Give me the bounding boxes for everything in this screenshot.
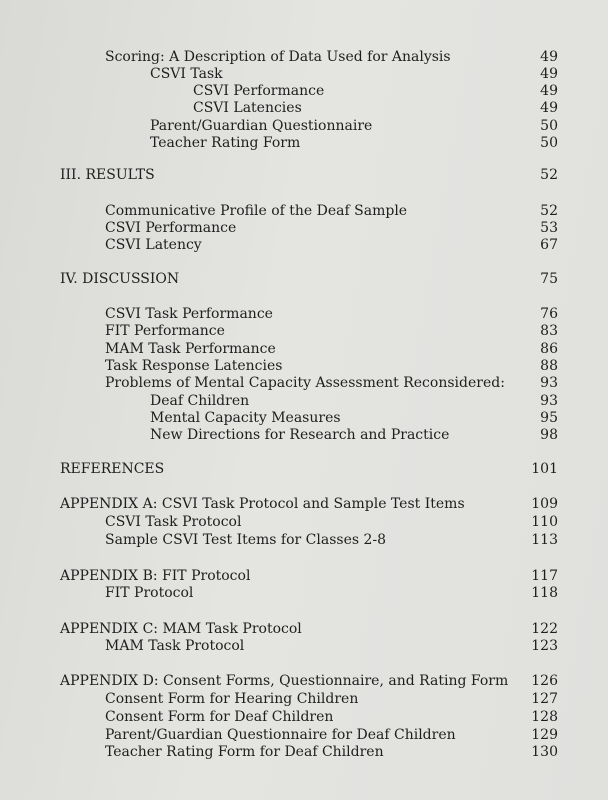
toc-entry-page: 83 bbox=[540, 323, 558, 339]
toc-entry-title: MAM Task Performance bbox=[105, 341, 276, 357]
toc-entry-title: Task Response Latencies bbox=[105, 358, 283, 374]
toc-entry-page: 123 bbox=[531, 638, 558, 654]
toc-entry-page: 129 bbox=[531, 727, 558, 743]
toc-entry-page: 118 bbox=[531, 585, 558, 601]
toc-entry-title: Teacher Rating Form bbox=[150, 135, 301, 151]
toc-chapter bbox=[0, 270, 608, 288]
toc-chapter bbox=[0, 460, 608, 478]
toc-entry-page: 49 bbox=[540, 100, 558, 116]
toc-entry-title: Sample CSVI Test Items for Classes 2-8 bbox=[105, 532, 387, 548]
toc-entry bbox=[0, 409, 608, 427]
toc-entry bbox=[0, 726, 608, 744]
toc-chapter bbox=[0, 166, 608, 184]
toc-entry-page: 101 bbox=[531, 461, 558, 477]
toc-entry bbox=[0, 426, 608, 444]
toc-entry-title: APPENDIX D: Consent Forms, Questionnaire, and Rating Form bbox=[60, 673, 509, 689]
toc-entry-title: CSVI Task Performance bbox=[105, 306, 273, 322]
toc-entry-page: 52 bbox=[540, 203, 558, 219]
toc-entry-title: Parent/Guardian Questionnaire bbox=[150, 118, 373, 134]
toc-entry bbox=[0, 340, 608, 358]
toc-entry bbox=[0, 202, 608, 220]
toc-entry-page: 76 bbox=[540, 306, 558, 322]
toc-entry-title: APPENDIX A: CSVI Task Protocol and Sample Test Items bbox=[60, 496, 465, 512]
toc-entry-page: 50 bbox=[540, 135, 558, 151]
toc-entry bbox=[0, 708, 608, 726]
toc-entry-title: Problems of Mental Capacity Assessment Reconsidered: bbox=[105, 375, 505, 391]
toc-chapter bbox=[0, 620, 608, 638]
toc-entry-title: APPENDIX C: MAM Task Protocol bbox=[60, 621, 302, 637]
toc-entry bbox=[0, 134, 608, 152]
toc-entry-page: 93 bbox=[540, 375, 558, 391]
toc-entry-page: 117 bbox=[531, 568, 558, 584]
toc-entry bbox=[0, 690, 608, 708]
toc-chapter bbox=[0, 495, 608, 513]
toc-entry-page: 49 bbox=[540, 66, 558, 82]
toc-entry-title: Deaf Children bbox=[150, 393, 250, 409]
toc-entry-page: 130 bbox=[531, 744, 558, 760]
toc-entry-title: Consent Form for Hearing Children bbox=[105, 691, 359, 707]
toc-entry-title: Communicative Profile of the Deaf Sample bbox=[105, 203, 408, 219]
toc-entry-title: FIT Performance bbox=[105, 323, 225, 339]
toc-entry bbox=[0, 65, 608, 83]
toc-entry-page: 128 bbox=[531, 709, 558, 725]
toc-entry-title: MAM Task Protocol bbox=[105, 638, 245, 654]
toc-entry bbox=[0, 99, 608, 117]
toc-entry-page: 49 bbox=[540, 49, 558, 65]
toc-entry-page: 109 bbox=[531, 496, 558, 512]
toc-entry-page: 50 bbox=[540, 118, 558, 134]
toc-entry-page: 75 bbox=[540, 271, 558, 287]
toc-entry-page: 88 bbox=[540, 358, 558, 374]
toc-entry-title: CSVI Performance bbox=[193, 83, 325, 99]
toc-entry-title: CSVI Latency bbox=[105, 237, 202, 253]
toc-entry-title: CSVI Task Protocol bbox=[105, 514, 242, 530]
toc-entry bbox=[0, 743, 608, 761]
toc-entry-title: IV. DISCUSSION bbox=[60, 271, 180, 287]
toc-entry-title: CSVI Task bbox=[150, 66, 223, 82]
toc-entry-page: 122 bbox=[531, 621, 558, 637]
toc-entry-page: 95 bbox=[540, 410, 558, 426]
toc-entry bbox=[0, 374, 608, 392]
toc-entry bbox=[0, 236, 608, 254]
toc-chapter bbox=[0, 567, 608, 585]
toc-entry-page: 113 bbox=[531, 532, 558, 548]
toc-entry-page: 86 bbox=[540, 341, 558, 357]
toc-entry-title: Consent Form for Deaf Children bbox=[105, 709, 334, 725]
toc-entry bbox=[0, 531, 608, 549]
toc-entry bbox=[0, 357, 608, 375]
toc-entry-title: Teacher Rating Form for Deaf Children bbox=[105, 744, 384, 760]
toc-entry-page: 52 bbox=[540, 167, 558, 183]
toc-entry bbox=[0, 82, 608, 100]
toc-entry-page: 110 bbox=[531, 514, 558, 530]
toc-entry-title: Mental Capacity Measures bbox=[150, 410, 341, 426]
toc-entry bbox=[0, 322, 608, 340]
toc-entry-title: New Directions for Research and Practice bbox=[150, 427, 450, 443]
toc-entry-title: CSVI Performance bbox=[105, 220, 237, 236]
toc-entry-page: 127 bbox=[531, 691, 558, 707]
toc-entry-page: 98 bbox=[540, 427, 558, 443]
toc-entry-page: 67 bbox=[540, 237, 558, 253]
toc-entry-page: 126 bbox=[531, 673, 558, 689]
toc-entry-title: APPENDIX B: FIT Protocol bbox=[60, 568, 251, 584]
toc-entry-page: 93 bbox=[540, 393, 558, 409]
toc-entry bbox=[0, 584, 608, 602]
toc-entry-title: III. RESULTS bbox=[60, 167, 155, 183]
toc-entry bbox=[0, 637, 608, 655]
toc-entry-page: 53 bbox=[540, 220, 558, 236]
toc-entry-title: FIT Protocol bbox=[105, 585, 194, 601]
toc-entry bbox=[0, 219, 608, 237]
toc-entry bbox=[0, 305, 608, 323]
toc-entry-page: 49 bbox=[540, 83, 558, 99]
toc-entry-title: REFERENCES bbox=[60, 461, 165, 477]
toc-entry-title: Scoring: A Description of Data Used for Analysis bbox=[105, 49, 451, 65]
toc-entry-title: CSVI Latencies bbox=[193, 100, 302, 116]
toc-chapter bbox=[0, 672, 608, 690]
toc-entry bbox=[0, 513, 608, 531]
toc-entry bbox=[0, 117, 608, 135]
toc-entry bbox=[0, 392, 608, 410]
toc-entry bbox=[0, 48, 608, 66]
toc-entry-title: Parent/Guardian Questionnaire for Deaf Children bbox=[105, 727, 456, 743]
